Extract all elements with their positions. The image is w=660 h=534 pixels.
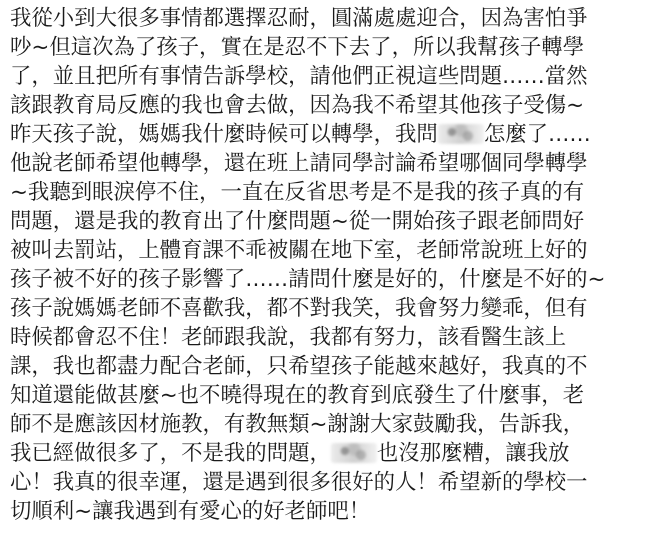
blurred-name bbox=[331, 443, 377, 463]
text-line bbox=[10, 4, 656, 33]
text-segment: 問題，還是我的教育出了什麼問題~從一開始孩子跟老師問好 bbox=[10, 209, 585, 234]
text-segment: 心！我真的很幸運，還是遇到很多很好的人！希望新的學校一 bbox=[10, 470, 588, 495]
text-line bbox=[10, 410, 656, 439]
text-line bbox=[10, 236, 656, 265]
blurred-name bbox=[438, 124, 484, 144]
text-segment: ~我聽到眼淚停不住，一直在反省思考是不是我的孩子真的有 bbox=[10, 180, 585, 205]
text-segment: 昨天孩子說，媽媽我什麼時候可以轉學，我問 bbox=[10, 122, 438, 147]
text-line bbox=[10, 352, 656, 381]
text-line bbox=[10, 439, 656, 468]
text-segment: 孩子說媽媽老師不喜歡我，都不對我笑，我會努力變乖，但有 bbox=[10, 296, 588, 321]
text-segment: 被叫去罰站，上體育課不乖被關在地下室，老師常說班上好的 bbox=[10, 238, 588, 263]
text-segment: 了，並且把所有事情告訴學校，請他們正視這些問題……當然 bbox=[10, 64, 588, 89]
text-line bbox=[10, 381, 656, 410]
text-segment: 怎麼了…… bbox=[483, 122, 591, 147]
text-segment: 吵~但這次為了孩子，實在是忍不下去了，所以我幫孩子轉學 bbox=[10, 35, 585, 60]
post-text bbox=[10, 4, 656, 526]
text-segment: 他說老師希望他轉學，還在班上請同學討論希望哪個同學轉學 bbox=[10, 151, 588, 176]
text-segment: 也沒那麼糟，讓我放 bbox=[376, 441, 570, 466]
text-segment: 師不是應該因材施教，有教無類~謝謝大家鼓勵我，告訴我， bbox=[10, 412, 585, 437]
text-line bbox=[10, 265, 656, 294]
text-segment: 我已經做很多了，不是我的問題， bbox=[10, 441, 331, 466]
text-line bbox=[10, 149, 656, 178]
text-segment: 該跟教育局反應的我也會去做，因為我不希望其他孩子受傷~ bbox=[10, 93, 585, 118]
text-segment: 我從小到大很多事情都選擇忍耐，圓滿處處迎合，因為害怕爭 bbox=[10, 6, 588, 31]
text-line bbox=[10, 120, 656, 149]
text-line bbox=[10, 294, 656, 323]
text-line bbox=[10, 33, 656, 62]
text-segment: 知道還能做甚麼~也不曉得現在的教育到底發生了什麼事，老 bbox=[10, 383, 585, 408]
text-line bbox=[10, 497, 656, 526]
text-line bbox=[10, 323, 656, 352]
text-line bbox=[10, 207, 656, 236]
text-line bbox=[10, 62, 656, 91]
text-line bbox=[10, 468, 656, 497]
text-segment: 孩子被不好的孩子影響了……請問什麼是好的，什麼是不好的~ bbox=[10, 267, 606, 292]
text-line bbox=[10, 91, 656, 120]
text-line bbox=[10, 178, 656, 207]
text-segment: 課，我也都盡力配合老師，只希望孩子能越來越好，我真的不 bbox=[10, 354, 588, 379]
text-segment: 切順利~讓我遇到有愛心的好老師吧！ bbox=[10, 499, 371, 524]
text-segment: 時候都會忍不住！老師跟我說，我都有努力，該看醫生該上 bbox=[10, 325, 567, 350]
